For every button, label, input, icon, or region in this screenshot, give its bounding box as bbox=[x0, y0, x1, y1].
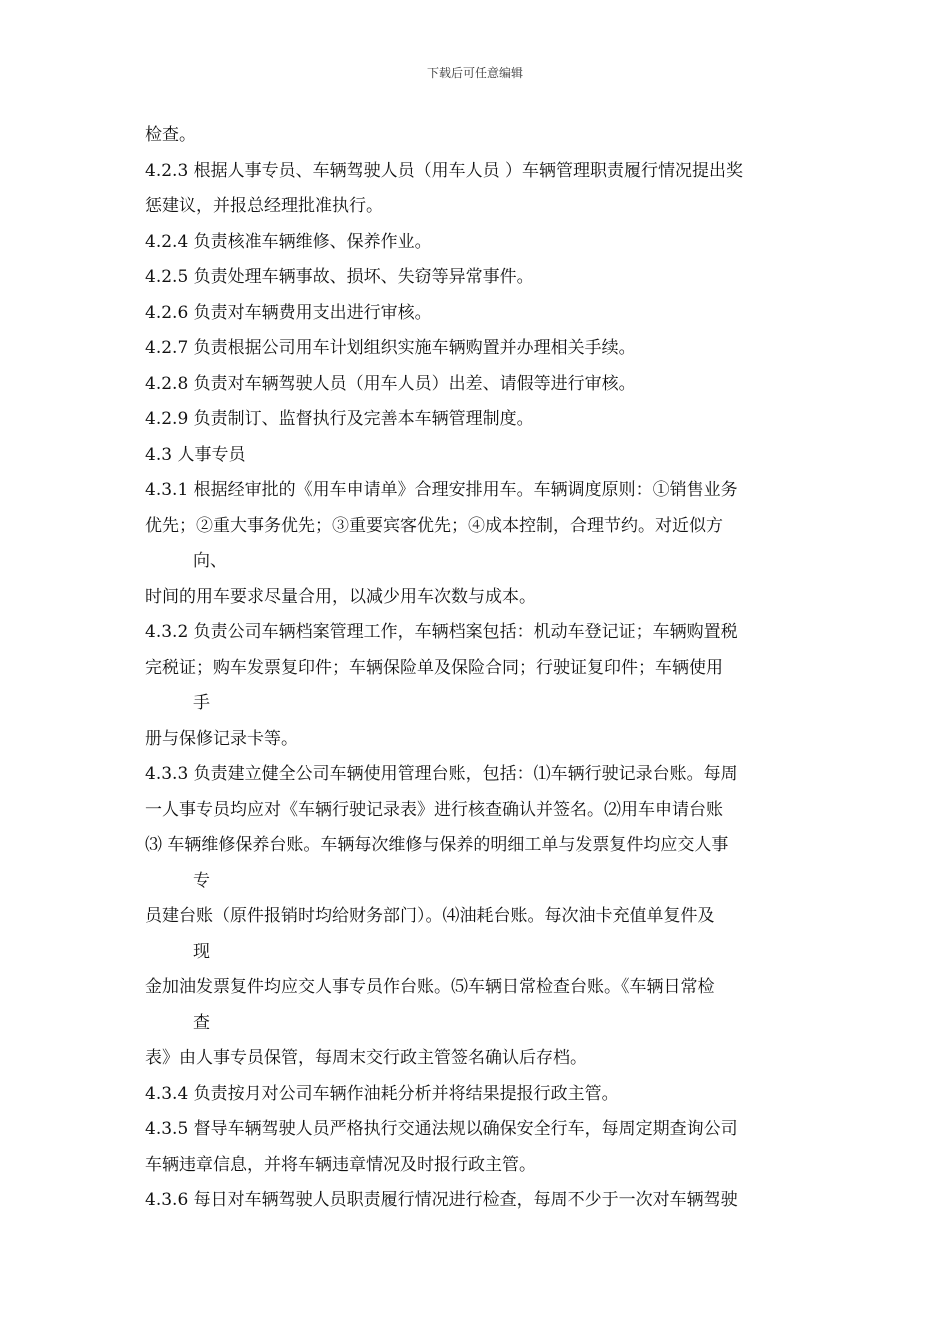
text-line: 员建台账（原件报销时均给财务部门）。⑷油耗台账。每次油卡充值单复件及 bbox=[145, 906, 715, 926]
text-line: 金加油发票复件均应交人事专员作台账。⑸车辆日常检查台账。《车辆日常检 bbox=[145, 977, 715, 997]
text-line: 册与保修记录卡等。 bbox=[145, 728, 298, 749]
text-line: 4.3.1 根据经审批的《用车申请单》合理安排用车。车辆调度原则：①销售业务 bbox=[145, 480, 738, 500]
text-line: 一人事专员均应对《车辆行驶记录表》进行核查确认并签名。⑵用车申请台账 bbox=[145, 799, 723, 820]
text-line: 4.2.4 负责核准车辆维修、保养作业。 bbox=[145, 231, 432, 252]
text-line: 惩建议，并报总经理批准执行。 bbox=[145, 196, 383, 216]
text-line: 手 bbox=[193, 693, 210, 713]
text-line: 时间的用车要求尽量合用，以减少用车次数与成本。 bbox=[145, 586, 536, 607]
text-line: 车辆违章信息，并将车辆违章情况及时报行政主管。 bbox=[145, 1154, 536, 1175]
text-line: 现 bbox=[193, 941, 210, 962]
text-line: 4.3 人事专员 bbox=[145, 444, 246, 465]
text-line: 4.3.3 负责建立健全公司车辆使用管理台账，包括：⑴车辆行驶记录台账。每周 bbox=[145, 764, 738, 784]
text-line: 4.2.8 负责对车辆驾驶人员（用车人员）出差、请假等进行审核。 bbox=[145, 373, 636, 394]
text-line: 优先；②重大事务优先；③重要宾客优先；④成本控制，合理节约。对近似方 bbox=[145, 515, 723, 536]
text-line: 检查。 bbox=[145, 125, 196, 145]
text-line: 完税证；购车发票复印件；车辆保险单及保险合同；行驶证复印件；车辆使用 bbox=[145, 657, 723, 678]
text-line: 专 bbox=[193, 870, 210, 891]
text-line: ⑶ 车辆维修保养台账。车辆每次维修与保养的明细工单与发票复件均应交人事 bbox=[145, 835, 729, 855]
text-line: 向、 bbox=[193, 551, 227, 571]
text-line: 4.3.4 负责按月对公司车辆作油耗分析并将结果提报行政主管。 bbox=[145, 1083, 619, 1104]
text-line: 4.3.6 每日对车辆驾驶人员职责履行情况进行检查，每周不少于一次对车辆驾驶 bbox=[145, 1190, 738, 1210]
text-line: 表》由人事专员保管，每周末交行政主管签名确认后存档。 bbox=[145, 1048, 587, 1068]
page-header: 下载后可任意编辑 bbox=[426, 66, 523, 80]
text-line: 4.2.6 负责对车辆费用支出进行审核。 bbox=[145, 302, 432, 323]
text-line: 4.3.2 负责公司车辆档案管理工作，车辆档案包括：机动车登记证；车辆购置税 bbox=[145, 622, 738, 642]
text-line: 4.2.5 负责处理车辆事故、损坏、失窃等异常事件。 bbox=[145, 267, 534, 287]
text-line: 4.2.7 负责根据公司用车计划组织实施车辆购置并办理相关手续。 bbox=[145, 338, 636, 358]
text-line: 4.2.9 负责制订、监督执行及完善本车辆管理制度。 bbox=[145, 409, 534, 429]
text-line: 4.3.5 督导车辆驾驶人员严格执行交通法规以确保安全行车，每周定期查询公司 bbox=[145, 1119, 738, 1139]
document-body bbox=[145, 118, 810, 1219]
text-line: 查 bbox=[193, 1012, 210, 1033]
text-line: 4.2.3 根据人事专员、车辆驾驶人员（用车人员 ）车辆管理职责履行情况提出奖 bbox=[145, 160, 744, 181]
